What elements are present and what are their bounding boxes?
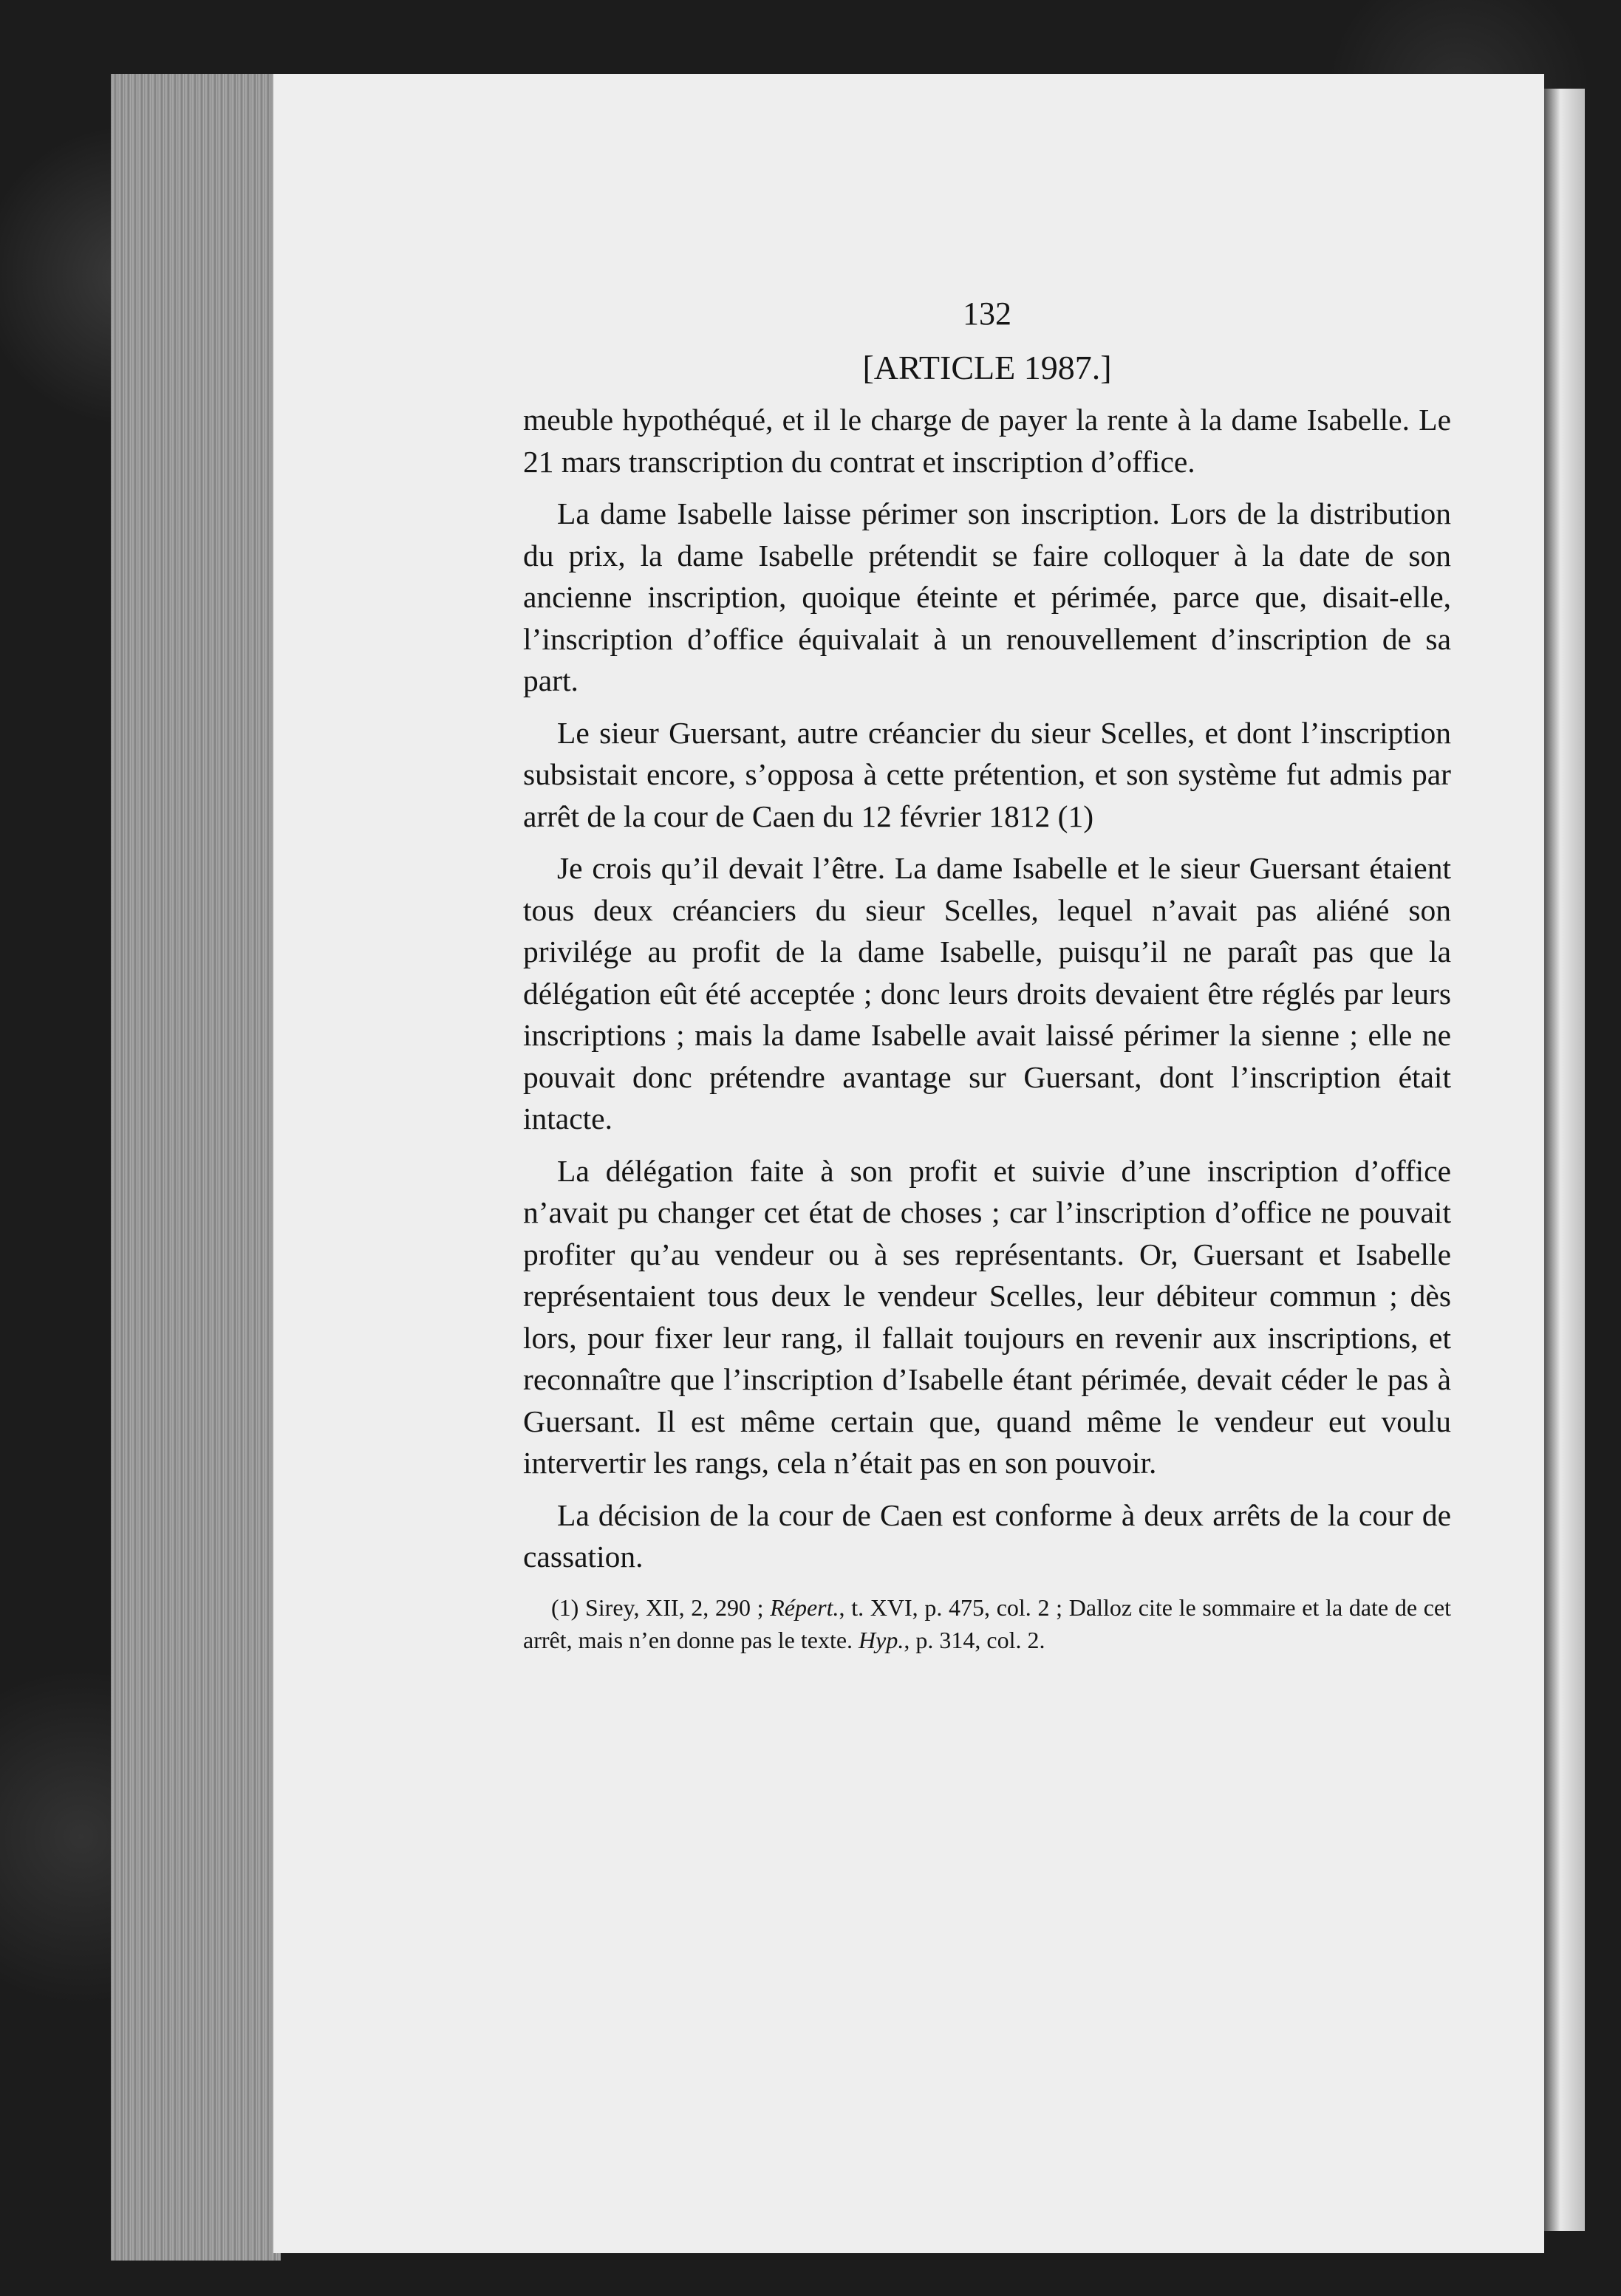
footnote-hyp: Hyp. [859,1626,904,1653]
page-stack-edge [111,74,281,2261]
footnote-lead: (1) Sirey, XII, 2, 290 ; [551,1593,771,1621]
paragraph-continuation: meuble hypothéqué, et il le charge de payer la rente à la dame Isabelle. Le 21 mars transcription du contrat et inscription d’office. [523,403,1451,479]
page-number: 132 [963,295,1011,332]
article-heading: [ARTICLE 1987.] [862,349,1112,386]
footnote-tail: , p. 314, col. 2. [904,1626,1045,1653]
paragraph: La dame Isabelle laisse périmer son inscription. Lors de la distribution du prix, la dame Isabelle prétendit se faire colloquer à la date de son ancienne inscription, quoique éteinte et périmée, parce que, disait-elle, l’inscription d’office équivalait à un renouvellement d’inscription de sa part. [523,496,1451,697]
footnote-repert: Répert. [770,1593,839,1621]
footnote [523,1591,1451,1656]
page-text [523,295,1451,1680]
paragraph: Le sieur Guersant, autre créancier du sieur Scelles, et dont l’inscription subsistait encore, s’opposa à cette prétention, et son système fut admis par arrêt de la cour de Caen du 12 février 1812 (1) [523,715,1451,833]
footnote-middle: , t. XVI, p. 475, col. 2 ; Dalloz cite le sommaire et la date de cet arrêt, mais n’en donne pas le texte. [523,1593,1452,1653]
facing-page-edge [1544,89,1585,2231]
paragraph: Je crois qu’il devait l’être. La dame Isabelle et le sieur Guersant étaient tous deux créanciers du sieur Scelles, lequel n’avait pas aliéné son privilége au profit de la dame Isabelle, puisqu’il ne paraît pas que la délégation eût été acceptée ; donc leurs droits devaient être réglés par leurs inscriptions ; mais la dame Isabelle avait laissé périmer la sienne ; elle ne pouvait donc prétendre avantage sur Guersant, dont l’inscription était intacte. [523,851,1451,1135]
paragraph: La décision de la cour de Caen est conforme à deux arrêts de la cour de cassation. [523,1497,1451,1574]
paragraph: La délégation faite à son profit et suivie d’une inscription d’office n’avait pu changer cet état de choses ; car l’inscription d’office ne pouvait profiter qu’au vendeur ou à ses représentants. Or, Guersant et Isabelle représentaient tous deux le vendeur Scelles, leur débiteur commun ; dès lors, pour fixer leur rang, il fallait toujours en revenir aux inscriptions, et reconnaître que l’inscription d’Isabelle étant périmée, devait céder le pas à Guersant. Il est même certain que, quand même le vendeur eut voulu intervertir les rangs, cela n’était pas en son pouvoir. [523,1153,1451,1480]
